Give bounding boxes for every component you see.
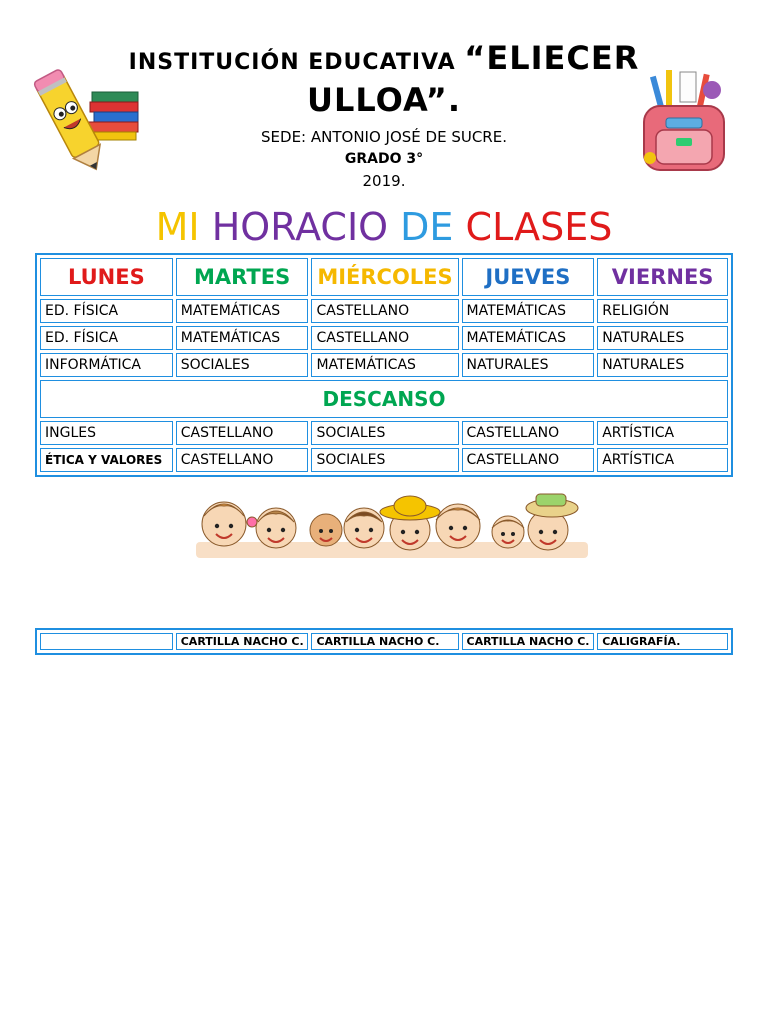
table-cell: SOCIALES — [176, 353, 309, 377]
title-word-de: DE — [400, 205, 454, 249]
table-cell: CASTELLANO — [462, 421, 595, 445]
table-cell: ÉTICA Y VALORES — [40, 448, 173, 472]
title-word-clases: CLASES — [465, 205, 613, 249]
day-header-jueves: JUEVES — [462, 258, 595, 296]
table-cell: ED. FÍSICA — [40, 299, 173, 323]
title-word-horacio: HORACIO — [211, 205, 389, 249]
institution-name-line2: ULLOA”. — [307, 81, 461, 119]
break-row — [40, 380, 728, 418]
table-cell: RELIGIÓN — [597, 299, 728, 323]
table-cell: MATEMÁTICAS — [176, 326, 309, 350]
table-cell: NATURALES — [597, 326, 728, 350]
table-cell: NATURALES — [462, 353, 595, 377]
schedule-table — [35, 253, 733, 477]
table-cell: ED. FÍSICA — [40, 326, 173, 350]
schedule-title — [0, 202, 768, 252]
table-cell: CARTILLA NACHO C. — [462, 633, 595, 650]
table-cell — [40, 633, 173, 650]
table-cell: CASTELLANO — [176, 448, 309, 472]
pencil-with-books-icon — [30, 62, 142, 178]
children-faces-icon — [196, 486, 588, 564]
table-cell: MATEMÁTICAS — [462, 326, 595, 350]
table-cell: CASTELLANO — [311, 299, 458, 323]
table-cell: MATEMÁTICAS — [176, 299, 309, 323]
year-line: 2019. — [362, 172, 406, 190]
table-cell: MATEMÁTICAS — [311, 353, 458, 377]
day-header-viernes: VIERNES — [597, 258, 728, 296]
table-cell: ARTÍSTICA — [597, 448, 728, 472]
institution-name: “ELIECER — [464, 39, 640, 77]
table-row — [40, 633, 728, 650]
table-cell: ARTÍSTICA — [597, 421, 728, 445]
sede-line: SEDE: ANTONIO JOSÉ DE SUCRE. — [261, 128, 507, 146]
table-cell: SOCIALES — [311, 421, 458, 445]
title-word-mi: MI — [155, 205, 200, 249]
table-cell: CASTELLANO — [462, 448, 595, 472]
school-backpack-icon — [636, 62, 732, 178]
table-row — [40, 299, 728, 323]
days-header-row — [40, 258, 728, 296]
table-cell: INFORMÁTICA — [40, 353, 173, 377]
table-cell: NATURALES — [597, 353, 728, 377]
table-row — [40, 326, 728, 350]
extra-activities-table — [35, 628, 733, 655]
day-header-lunes: LUNES — [40, 258, 173, 296]
table-cell: CASTELLANO — [311, 326, 458, 350]
institution-prefix: INSTITUCIÓN EDUCATIVA — [128, 50, 465, 75]
table-cell: CARTILLA NACHO C. — [311, 633, 458, 650]
descanso-label: DESCANSO — [40, 380, 728, 418]
grado-line: GRADO 3° — [344, 151, 424, 167]
table-row — [40, 353, 728, 377]
table-cell: INGLES — [40, 421, 173, 445]
table-cell: SOCIALES — [311, 448, 458, 472]
table-cell: CALIGRAFÍA. — [597, 633, 728, 650]
table-cell: CARTILLA NACHO C. — [176, 633, 309, 650]
table-cell: MATEMÁTICAS — [462, 299, 595, 323]
table-cell: CASTELLANO — [176, 421, 309, 445]
table-row — [40, 421, 728, 445]
table-row — [40, 448, 728, 472]
day-header-miercoles: MIÉRCOLES — [311, 258, 458, 296]
day-header-martes: MARTES — [176, 258, 309, 296]
